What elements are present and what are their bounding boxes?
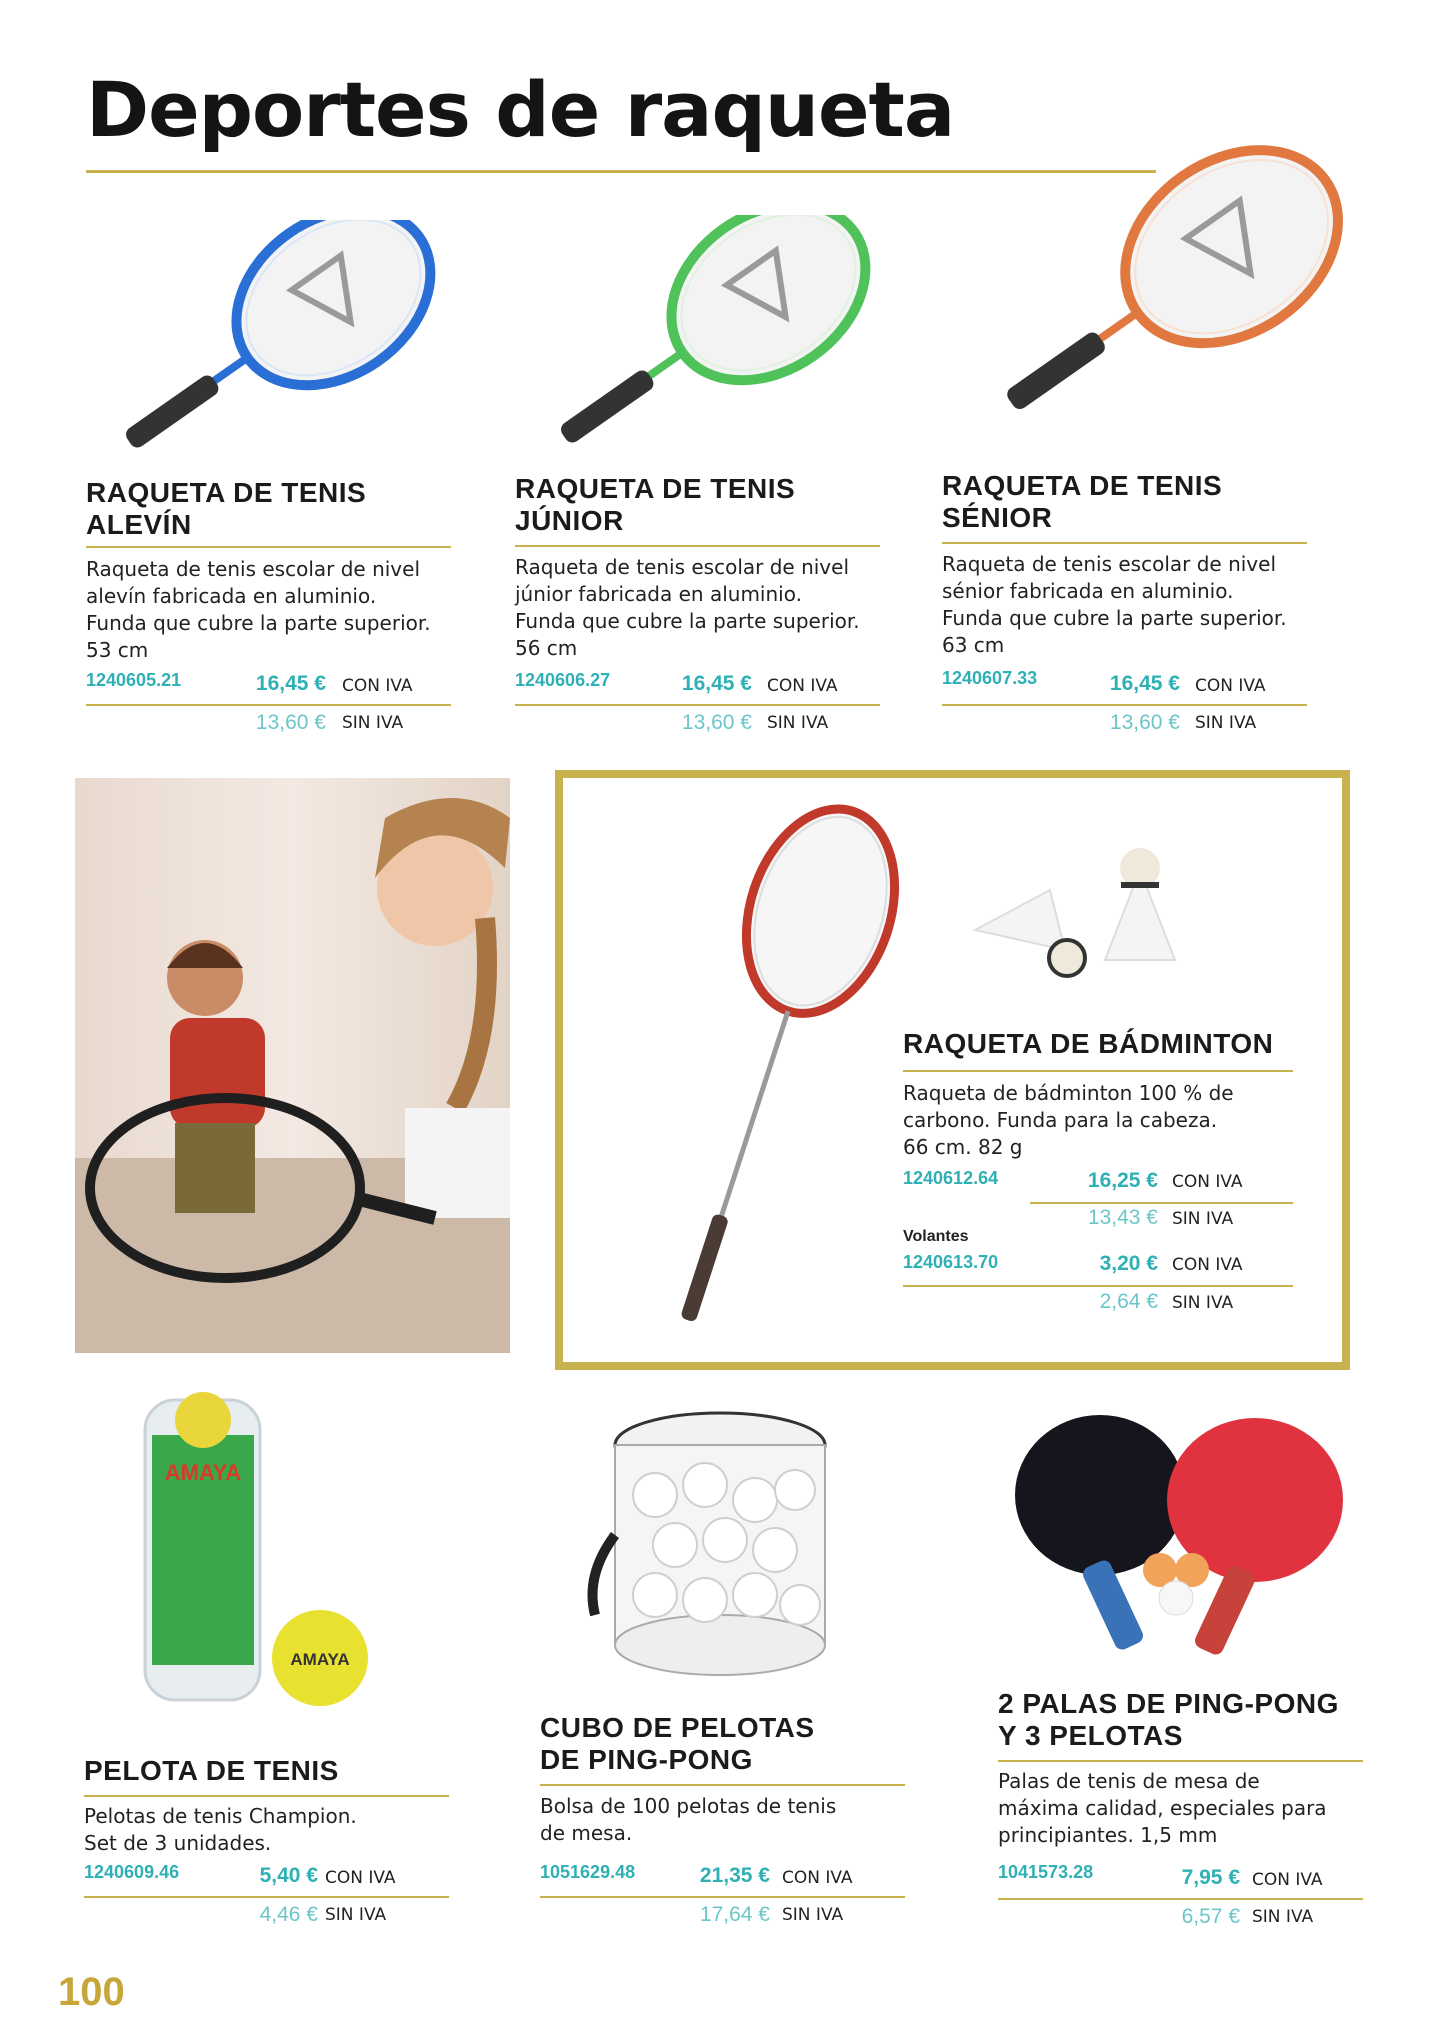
price-divider <box>86 704 451 706</box>
product-name-line: CUBO DE PELOTAS <box>540 1712 815 1743</box>
desc-line: de mesa. <box>540 1821 633 1845</box>
price-divider <box>942 704 1307 706</box>
product-code-palas: 1041573.28 <box>998 1862 1094 1882</box>
racket-senior-image <box>965 140 1395 450</box>
desc-line: Set de 3 unidades. <box>84 1831 272 1855</box>
product-description-alevin <box>86 556 431 664</box>
product-name-line: JÚNIOR <box>515 505 624 536</box>
desc-line: Pelotas de tenis Champion. <box>84 1804 357 1828</box>
desc-line: Raqueta de tenis escolar de nivel <box>515 555 849 579</box>
con-iva-label: CON IVA <box>342 676 413 696</box>
price-sin-iva-badminton: 13,43 € <box>1087 1206 1158 1229</box>
sin-iva-label: SIN IVA <box>782 1905 844 1925</box>
price-con-iva-volantes: 3,20 € <box>1099 1252 1158 1275</box>
con-iva-label: CON IVA <box>1195 676 1266 696</box>
ping-pong-paddles-image <box>1010 1410 1350 1660</box>
price-con-iva-alevin: 16,45 € <box>255 672 326 695</box>
racket-alevin-image <box>80 220 500 460</box>
desc-line: principiantes. 1,5 mm <box>998 1823 1218 1847</box>
price-divider <box>903 1285 1293 1287</box>
product-name-line: DE PING-PONG <box>540 1744 753 1775</box>
product-description-badminton <box>903 1080 1234 1161</box>
product-name-badminton: RAQUETA DE BÁDMINTON <box>903 1028 1274 1059</box>
ball-brand: AMAYA <box>290 1650 350 1669</box>
product-divider <box>515 545 880 547</box>
con-iva-label: CON IVA <box>1252 1870 1323 1890</box>
product-description-cubo <box>540 1793 836 1847</box>
product-name-line: RAQUETA DE TENIS <box>942 470 1223 501</box>
price-con-iva-cubo: 21,35 € <box>699 1864 770 1887</box>
price-divider <box>84 1896 449 1898</box>
product-name-line: RAQUETA DE TENIS <box>515 473 796 504</box>
product-code-junior: 1240606.27 <box>515 670 611 690</box>
price-sin-iva-cubo: 17,64 € <box>699 1903 770 1926</box>
desc-line: Bolsa de 100 pelotas de tenis <box>540 1794 837 1818</box>
price-con-iva-palas: 7,95 € <box>1181 1866 1240 1889</box>
product-name-line: Y 3 PELOTAS <box>998 1720 1183 1751</box>
price-divider <box>998 1898 1363 1900</box>
sin-iva-label: SIN IVA <box>1172 1209 1234 1229</box>
price-sin-iva-senior: 13,60 € <box>1109 711 1180 734</box>
price-sin-iva-pelota: 4,46 € <box>259 1903 318 1926</box>
price-sin-iva-alevin: 13,60 € <box>255 711 326 734</box>
desc-line: júnior fabricada en aluminio. <box>515 582 802 606</box>
page-number: 100 <box>58 1970 125 2014</box>
shuttlecocks-image <box>955 830 1195 990</box>
price-con-iva-senior: 16,45 € <box>1109 672 1180 695</box>
product-description-senior <box>942 551 1287 659</box>
product-name-palas <box>998 1688 1339 1752</box>
desc-line: Palas de tenis de mesa de <box>998 1769 1260 1793</box>
product-code-alevin: 1240605.21 <box>86 670 182 690</box>
product-description-palas <box>998 1768 1327 1849</box>
product-name-line: 2 PALAS DE PING-PONG <box>998 1688 1339 1719</box>
con-iva-label: CON IVA <box>767 676 838 696</box>
desc-line: Funda que cubre la parte superior. <box>515 609 860 633</box>
product-divider <box>942 542 1307 544</box>
price-divider <box>515 704 880 706</box>
page-title: Deportes de raqueta <box>86 65 955 154</box>
product-divider <box>540 1784 905 1786</box>
badminton-racket-image <box>600 790 920 1340</box>
sin-iva-label: SIN IVA <box>325 1905 387 1925</box>
desc-line: Raqueta de tenis escolar de nivel <box>86 557 420 581</box>
desc-line: Funda que cubre la parte superior. <box>86 611 431 635</box>
kids-tennis-photo <box>75 778 510 1353</box>
product-divider <box>86 546 451 548</box>
product-code-pelota: 1240609.46 <box>84 1862 180 1882</box>
product-name-line: SÉNIOR <box>942 502 1053 533</box>
product-description-pelota <box>84 1803 357 1857</box>
product-name-line: ALEVÍN <box>86 509 192 540</box>
desc-line: carbono. Funda para la cabeza. <box>903 1108 1218 1132</box>
con-iva-label: CON IVA <box>325 1868 396 1888</box>
price-sin-iva-junior: 13,60 € <box>681 711 752 734</box>
desc-line: 63 cm <box>942 633 1005 657</box>
desc-line: máxima calidad, especiales para <box>998 1796 1327 1820</box>
product-divider <box>84 1795 449 1797</box>
desc-line: Funda que cubre la parte superior. <box>942 606 1287 630</box>
price-sin-iva-palas: 6,57 € <box>1181 1905 1240 1928</box>
product-name-junior <box>515 473 795 537</box>
volantes-label: Volantes <box>903 1228 969 1245</box>
product-name-line: RAQUETA DE TENIS <box>86 477 367 508</box>
desc-line: 66 cm. 82 g <box>903 1135 1023 1159</box>
product-name-senior <box>942 470 1222 534</box>
product-name-alevin <box>86 477 366 541</box>
desc-line: 56 cm <box>515 636 578 660</box>
price-con-iva-pelota: 5,40 € <box>259 1864 318 1887</box>
desc-line: alevín fabricada en aluminio. <box>86 584 377 608</box>
product-code-volantes: 1240613.70 <box>903 1252 999 1272</box>
tennis-balls-tube-image <box>140 1390 380 1710</box>
product-divider <box>998 1760 1363 1762</box>
price-con-iva-junior: 16,45 € <box>681 672 752 695</box>
product-code-senior: 1240607.33 <box>942 668 1038 688</box>
sin-iva-label: SIN IVA <box>342 713 404 733</box>
product-code-cubo: 1051629.48 <box>540 1862 636 1882</box>
con-iva-label: CON IVA <box>1172 1255 1243 1275</box>
sin-iva-label: SIN IVA <box>767 713 829 733</box>
desc-line: 53 cm <box>86 638 149 662</box>
product-name-cubo <box>540 1712 815 1776</box>
sin-iva-label: SIN IVA <box>1252 1907 1314 1927</box>
desc-line: Raqueta de bádminton 100 % de <box>903 1081 1234 1105</box>
racket-junior-image <box>515 215 935 455</box>
price-divider <box>540 1896 905 1898</box>
tube-brand: AMAYA <box>164 1460 242 1485</box>
price-divider <box>1030 1202 1293 1204</box>
product-name-pelota: PELOTA DE TENIS <box>84 1755 339 1786</box>
product-code-badminton: 1240612.64 <box>903 1168 999 1188</box>
con-iva-label: CON IVA <box>1172 1172 1243 1192</box>
desc-line: Raqueta de tenis escolar de nivel <box>942 552 1276 576</box>
ping-pong-bucket-image <box>575 1405 865 1685</box>
desc-line: sénior fabricada en aluminio. <box>942 579 1234 603</box>
price-sin-iva-volantes: 2,64 € <box>1099 1290 1158 1313</box>
price-con-iva-badminton: 16,25 € <box>1087 1169 1158 1192</box>
product-description-junior <box>515 554 860 662</box>
sin-iva-label: SIN IVA <box>1195 713 1257 733</box>
product-divider <box>903 1070 1293 1072</box>
con-iva-label: CON IVA <box>782 1868 853 1888</box>
sin-iva-label: SIN IVA <box>1172 1293 1234 1313</box>
